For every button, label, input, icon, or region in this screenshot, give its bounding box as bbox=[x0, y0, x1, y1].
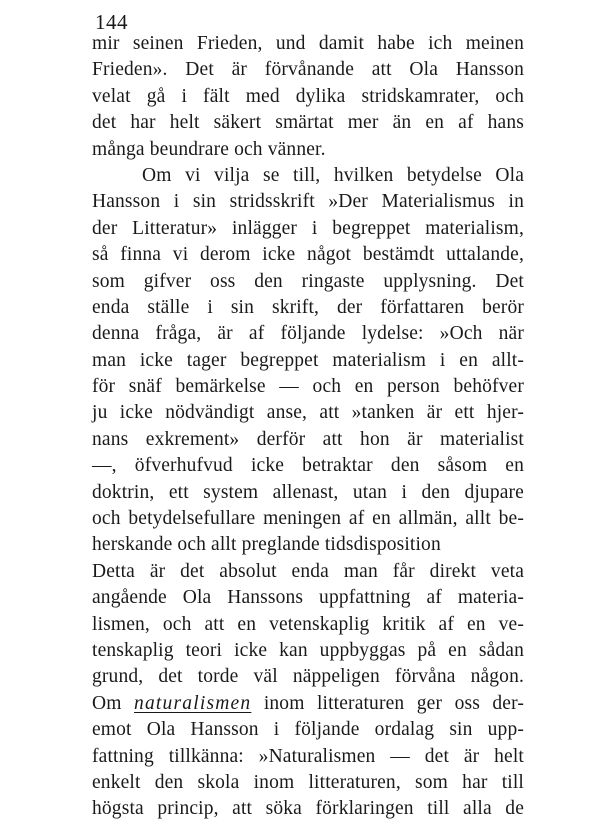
text-line: och betydelsefullare meningen af en allmän, allt be- bbox=[92, 508, 524, 530]
text-line: der Litteratur» inlägger i begreppet materialism, bbox=[92, 217, 524, 239]
text-line: ju icke nödvändigt anse, att »tanken är ett hjer- bbox=[92, 402, 524, 424]
text-line: enkelt den skola inom litteraturen, som har till bbox=[92, 771, 524, 793]
text-line: för snäf bemärkelse — och en person behöfver bbox=[92, 376, 524, 398]
text-line: Detta är det absolut enda man får direkt veta bbox=[92, 560, 524, 582]
text-line: tenskaplig teori icke kan uppbyggas på en sådan bbox=[92, 639, 524, 661]
text-line: denna fråga, är af följande lydelse: »Och när bbox=[92, 323, 524, 345]
text-line: som gifver oss den ringaste upplysning. Det bbox=[92, 270, 524, 292]
text-line: fattning tillkänna: »Naturalismen — det är helt bbox=[92, 745, 524, 767]
emphasized-word: naturalismen bbox=[134, 692, 252, 714]
line-suffix: inom litteraturen ger oss der- bbox=[263, 692, 525, 714]
text-line: Frieden». Det är förvånande att Ola Hansson bbox=[92, 59, 524, 81]
text-line: lismen, och att en vetenskaplig kritik af en ve- bbox=[92, 613, 524, 635]
text-line: grund, det torde väl näppeligen förvåna någon. bbox=[92, 666, 524, 688]
text-line: doktrin, ett system allenast, utan i den djupare bbox=[92, 481, 524, 503]
body-text bbox=[92, 31, 524, 823]
text-line: Hansson i sin stridsskrift »Der Materialismus in bbox=[92, 191, 524, 213]
text-line-with-emphasis bbox=[92, 691, 524, 717]
text-line: nans exkrement» derför att hon är materialist bbox=[92, 428, 524, 450]
text-line: man icke tager begreppet materialism i en allt- bbox=[92, 349, 524, 371]
text-line: velat gå i fält med dylika stridskamrater, och bbox=[92, 85, 524, 107]
text-line: herskande och allt preglande tidsdisposition bbox=[92, 534, 441, 556]
text-line: det har helt säkert smärtat mer än en af hans bbox=[92, 112, 524, 134]
text-line: högsta princip, att söka förklaringen till alla de bbox=[92, 798, 524, 820]
text-line: Om vi vilja se till, hvilken betydelse Ola bbox=[142, 164, 524, 186]
text-line: emot Ola Hansson i följande ordalag sin upp- bbox=[92, 719, 524, 741]
text-line: angående Ola Hanssons uppfattning af materia- bbox=[92, 587, 524, 609]
text-line: mir seinen Frieden, und damit habe ich meinen bbox=[92, 33, 524, 54]
text-line: många beundrare och vänner. bbox=[92, 138, 326, 160]
text-line: enda ställe i sin skrift, der författaren berör bbox=[92, 296, 524, 318]
page-number: 144 bbox=[95, 10, 128, 34]
line-prefix: Om bbox=[92, 692, 122, 714]
text-line: —, öfverhufvud icke betraktar den såsom en bbox=[92, 455, 524, 477]
text-line: så finna vi derom icke något bestämdt uttalande, bbox=[92, 244, 524, 266]
